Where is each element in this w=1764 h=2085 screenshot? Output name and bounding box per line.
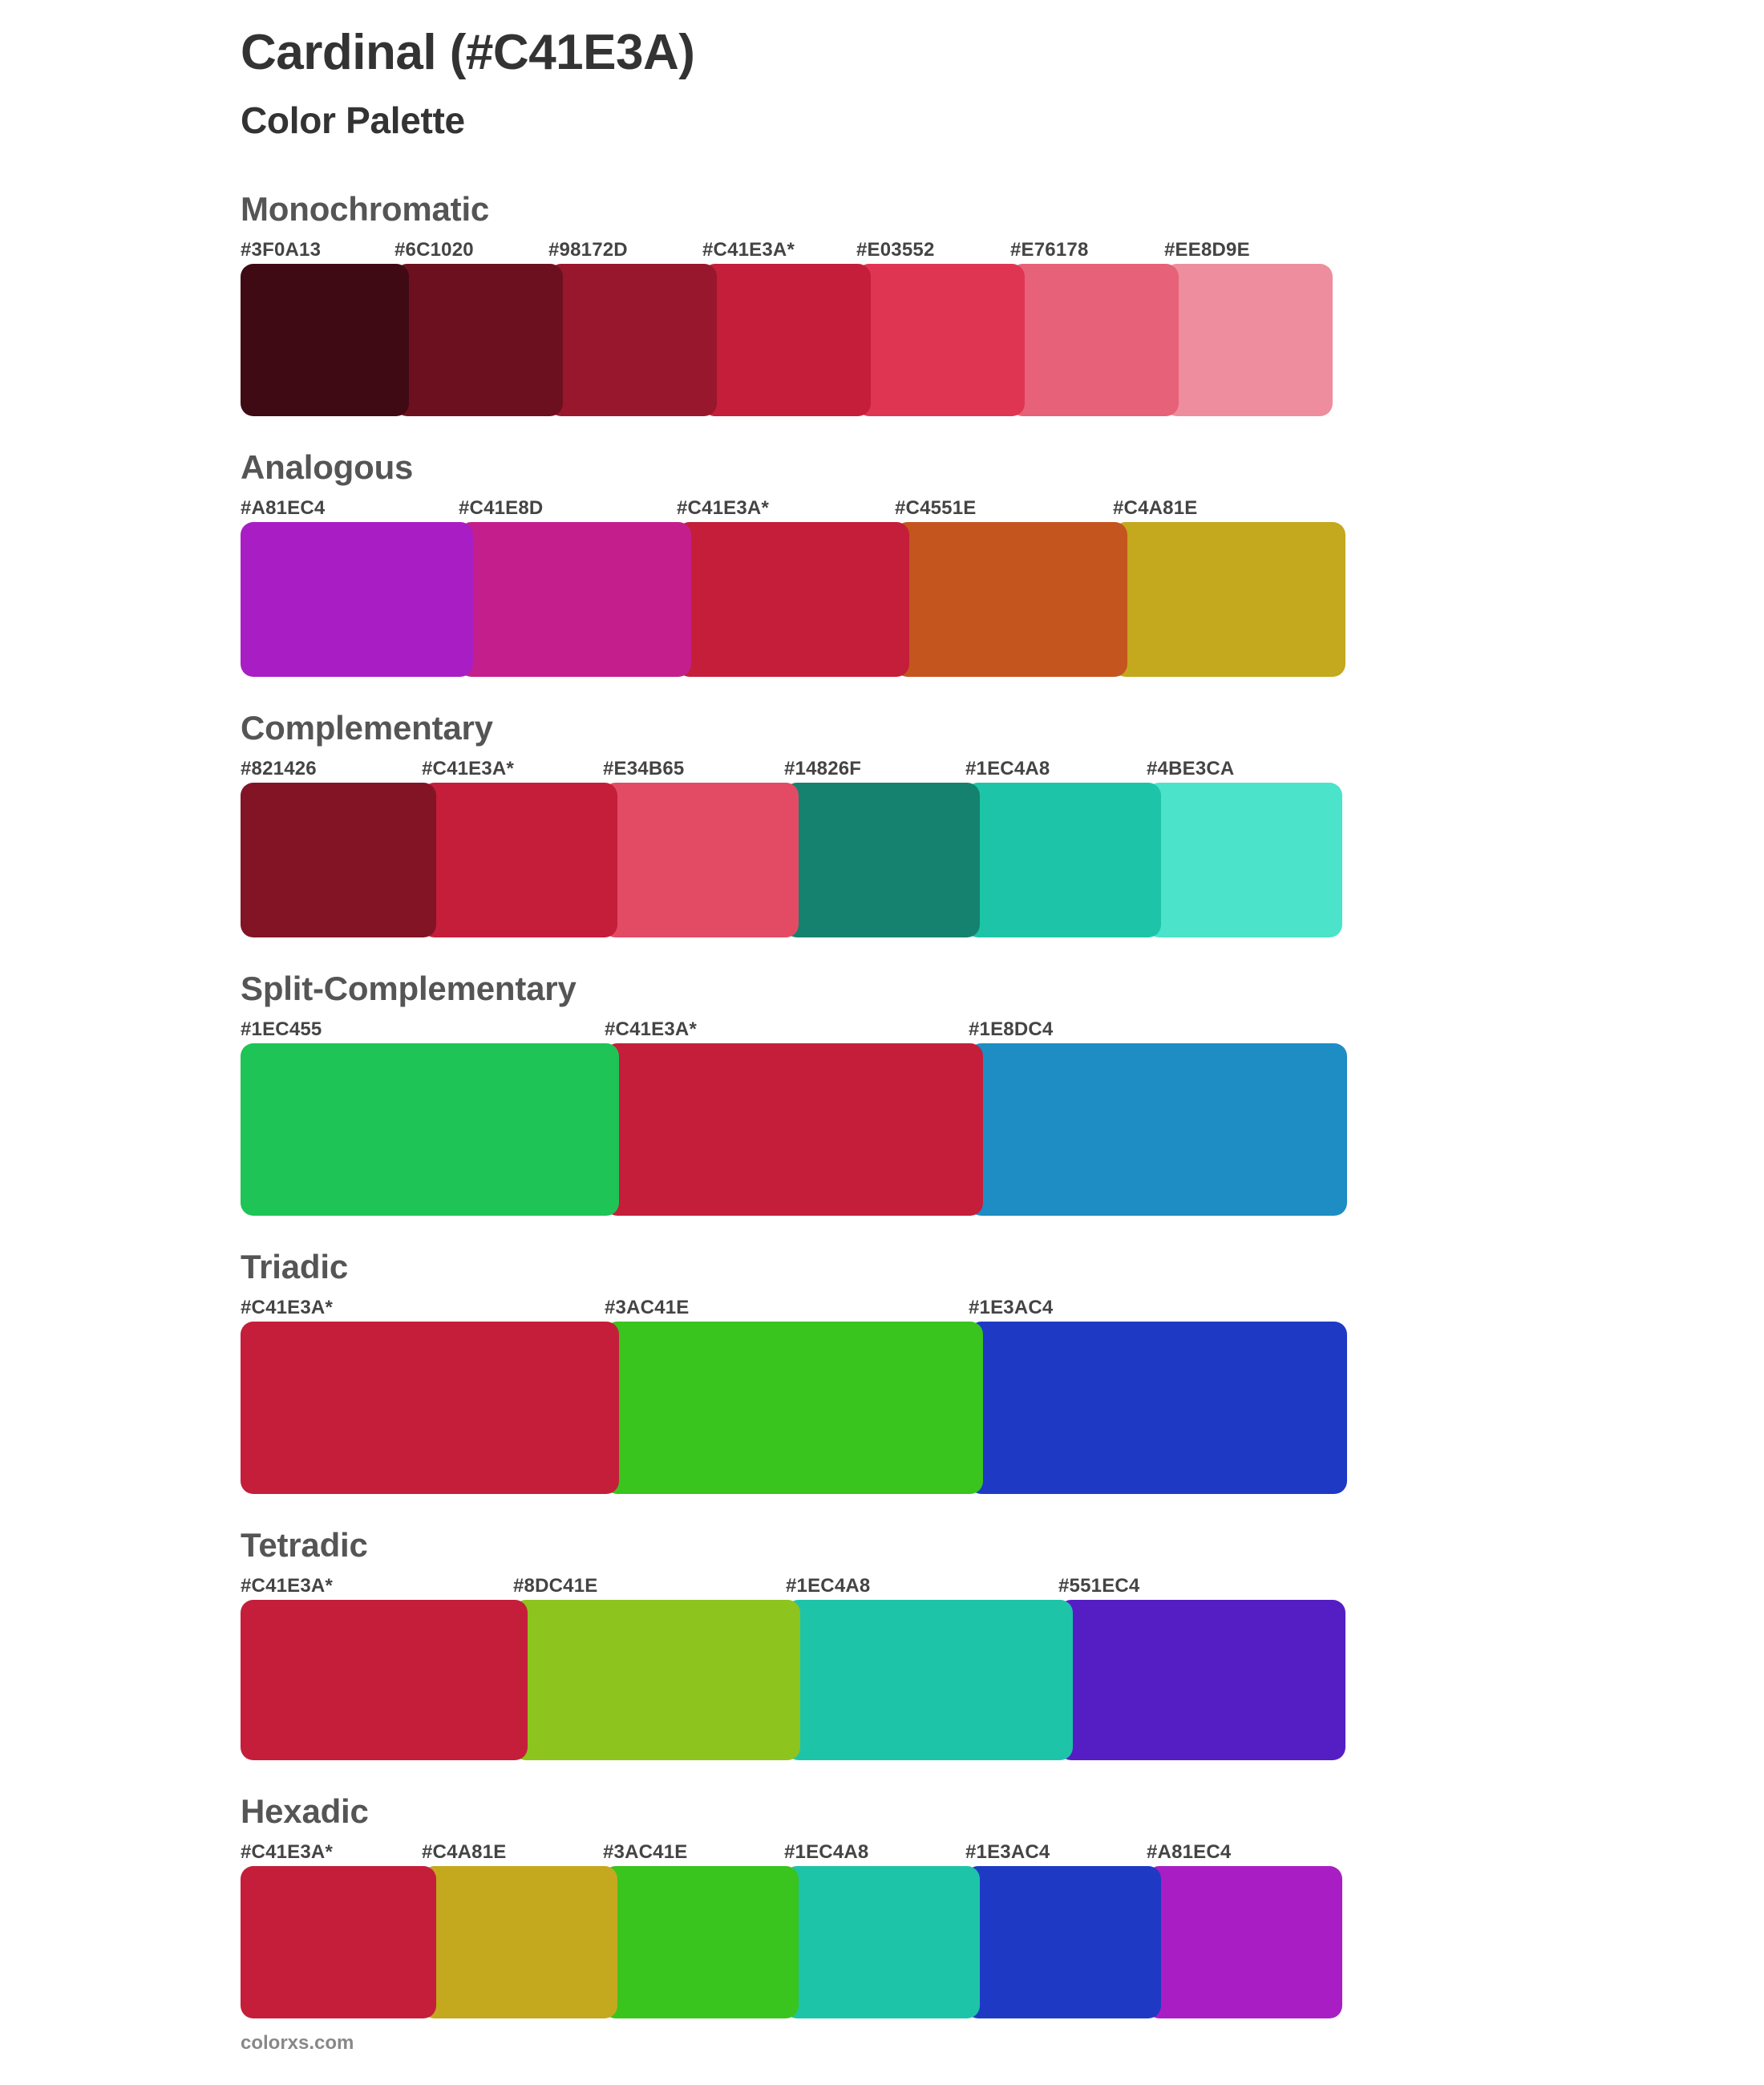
color-swatch[interactable] — [422, 755, 603, 937]
swatch-hex-label: #C41E3A* — [605, 1018, 698, 1040]
swatch-hex-label: #C41E3A* — [422, 758, 515, 779]
color-swatch[interactable] — [965, 755, 1147, 937]
section-title: Split-Complementary — [241, 970, 577, 1007]
swatch-hex-label: #C41E3A* — [677, 497, 770, 519]
color-swatch[interactable] — [241, 1573, 513, 1760]
swatch-color-chip[interactable] — [1147, 1866, 1342, 2018]
swatch-row — [241, 237, 1668, 416]
color-swatch[interactable] — [1058, 1573, 1331, 1760]
color-swatch[interactable] — [603, 755, 784, 937]
color-swatch[interactable] — [241, 237, 394, 416]
swatch-color-chip[interactable] — [969, 1043, 1347, 1216]
swatch-color-chip[interactable] — [1147, 783, 1342, 937]
swatch-hex-label: #C41E3A* — [241, 1575, 334, 1597]
swatch-color-chip[interactable] — [241, 264, 409, 416]
swatch-hex-label: #14826F — [784, 758, 862, 779]
swatch-color-chip[interactable] — [1010, 264, 1179, 416]
swatch-color-chip[interactable] — [459, 522, 691, 677]
color-swatch[interactable] — [1164, 237, 1318, 416]
page-header — [0, 0, 1764, 142]
color-swatch[interactable] — [422, 1839, 603, 2018]
swatch-color-chip[interactable] — [784, 783, 980, 937]
swatch-color-chip[interactable] — [965, 783, 1161, 937]
swatch-hex-label: #98172D — [548, 239, 628, 261]
color-swatch[interactable] — [241, 1294, 605, 1494]
swatch-color-chip[interactable] — [969, 1322, 1347, 1494]
swatch-hex-label: #3AC41E — [605, 1297, 690, 1318]
swatch-hex-label: #3F0A13 — [241, 239, 322, 261]
color-swatch[interactable] — [605, 1016, 969, 1216]
swatch-hex-label: #E03552 — [856, 239, 935, 261]
section-title: Monochromatic — [241, 190, 490, 228]
swatch-color-chip[interactable] — [605, 1322, 983, 1494]
color-swatch[interactable] — [969, 1294, 1333, 1494]
swatch-color-chip[interactable] — [241, 1322, 619, 1494]
swatch-color-chip[interactable] — [1113, 522, 1345, 677]
swatch-color-chip[interactable] — [603, 783, 799, 937]
swatch-hex-label: #3AC41E — [603, 1841, 688, 1863]
color-swatch[interactable] — [241, 755, 422, 937]
swatch-hex-label: #C41E3A* — [702, 239, 795, 261]
swatch-color-chip[interactable] — [677, 522, 909, 677]
swatch-color-chip[interactable] — [1164, 264, 1333, 416]
page-subtitle: Color Palette — [241, 99, 465, 141]
swatch-hex-label: #EE8D9E — [1164, 239, 1250, 261]
swatch-hex-label: #4BE3CA — [1147, 758, 1235, 779]
palette-section — [241, 1526, 1668, 1760]
swatch-color-chip[interactable] — [241, 1866, 436, 2018]
swatch-color-chip[interactable] — [784, 1866, 980, 2018]
color-swatch[interactable] — [965, 1839, 1147, 2018]
section-title: Complementary — [241, 709, 493, 747]
swatch-hex-label: #1EC4A8 — [786, 1575, 871, 1597]
section-title: Analogous — [241, 448, 414, 486]
swatch-row — [241, 1839, 1668, 2018]
page-title: Cardinal (#C41E3A) — [241, 25, 695, 80]
swatch-hex-label: #E76178 — [1010, 239, 1089, 261]
swatch-color-chip[interactable] — [394, 264, 563, 416]
color-swatch[interactable] — [241, 495, 459, 677]
color-swatch[interactable] — [241, 1016, 605, 1216]
swatch-hex-label: #C4551E — [895, 497, 977, 519]
swatch-color-chip[interactable] — [856, 264, 1025, 416]
swatch-hex-label: #1E3AC4 — [965, 1841, 1050, 1863]
swatch-hex-label: #6C1020 — [394, 239, 474, 261]
swatch-color-chip[interactable] — [1058, 1600, 1345, 1760]
color-swatch[interactable] — [702, 237, 856, 416]
swatch-hex-label: #1E8DC4 — [969, 1018, 1054, 1040]
palette-section — [241, 448, 1668, 677]
swatch-hex-label: #C41E3A* — [241, 1841, 334, 1863]
palette-sections — [0, 190, 1764, 2018]
palette-section — [241, 190, 1668, 416]
color-swatch[interactable] — [459, 495, 677, 677]
footer-site-label: colorxs.com — [241, 2032, 354, 2054]
color-swatch[interactable] — [677, 495, 895, 677]
color-swatch[interactable] — [1113, 495, 1331, 677]
swatch-hex-label: #A81EC4 — [241, 497, 326, 519]
color-swatch[interactable] — [513, 1573, 786, 1760]
swatch-color-chip[interactable] — [513, 1600, 800, 1760]
swatch-hex-label: #1E3AC4 — [969, 1297, 1054, 1318]
swatch-hex-label: #821426 — [241, 758, 317, 779]
swatch-color-chip[interactable] — [965, 1866, 1161, 2018]
color-swatch[interactable] — [394, 237, 548, 416]
swatch-hex-label: #C41E8D — [459, 497, 544, 519]
color-swatch[interactable] — [969, 1016, 1333, 1216]
swatch-row — [241, 1294, 1668, 1494]
color-swatch[interactable] — [1147, 1839, 1328, 2018]
palette-section — [241, 709, 1668, 937]
swatch-color-chip[interactable] — [603, 1866, 799, 2018]
color-swatch[interactable] — [786, 1573, 1058, 1760]
swatch-hex-label: #551EC4 — [1058, 1575, 1140, 1597]
swatch-color-chip[interactable] — [895, 522, 1127, 677]
swatch-color-chip[interactable] — [786, 1600, 1073, 1760]
swatch-hex-label: #C4A81E — [1113, 497, 1198, 519]
swatch-color-chip[interactable] — [422, 1866, 617, 2018]
swatch-row — [241, 1016, 1668, 1216]
swatch-color-chip[interactable] — [702, 264, 871, 416]
swatch-color-chip[interactable] — [241, 783, 436, 937]
section-title: Triadic — [241, 1248, 348, 1285]
swatch-color-chip[interactable] — [241, 522, 473, 677]
section-title: Tetradic — [241, 1526, 368, 1564]
swatch-hex-label: #C4A81E — [422, 1841, 507, 1863]
swatch-color-chip[interactable] — [548, 264, 717, 416]
color-swatch[interactable] — [895, 495, 1113, 677]
palette-section — [241, 1248, 1668, 1494]
swatch-hex-label: #8DC41E — [513, 1575, 598, 1597]
swatch-hex-label: #1EC4A8 — [965, 758, 1050, 779]
color-swatch[interactable] — [784, 1839, 965, 2018]
swatch-hex-label: #E34B65 — [603, 758, 685, 779]
color-swatch[interactable] — [605, 1294, 969, 1494]
swatch-color-chip[interactable] — [422, 783, 617, 937]
swatch-color-chip[interactable] — [241, 1043, 619, 1216]
swatch-row — [241, 1573, 1668, 1760]
palette-section — [241, 1792, 1668, 2018]
swatch-hex-label: #1EC4A8 — [784, 1841, 869, 1863]
color-swatch[interactable] — [603, 1839, 784, 2018]
color-swatch[interactable] — [548, 237, 702, 416]
swatch-hex-label: #C41E3A* — [241, 1297, 334, 1318]
swatch-hex-label: #1EC455 — [241, 1018, 322, 1040]
color-swatch[interactable] — [856, 237, 1010, 416]
color-swatch[interactable] — [784, 755, 965, 937]
color-swatch[interactable] — [241, 1839, 422, 2018]
swatch-hex-label: #A81EC4 — [1147, 1841, 1232, 1863]
swatch-color-chip[interactable] — [241, 1600, 528, 1760]
swatch-row — [241, 755, 1668, 937]
section-title: Hexadic — [241, 1792, 369, 1830]
color-swatch[interactable] — [1147, 755, 1328, 937]
palette-section — [241, 970, 1668, 1216]
swatch-row — [241, 495, 1668, 677]
color-swatch[interactable] — [1010, 237, 1164, 416]
swatch-color-chip[interactable] — [605, 1043, 983, 1216]
